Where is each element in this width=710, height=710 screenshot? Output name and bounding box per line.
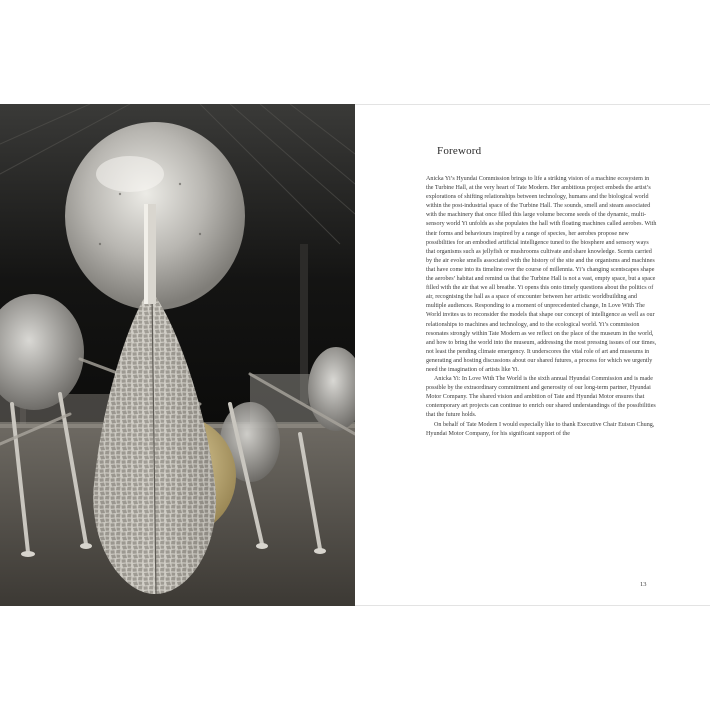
foreword-paragraph: On behalf of Tate Modern I would especially like to thank Executive Chair Euisun Chung, Hyundai Motor Company, for his significant support of the [426, 421, 655, 437]
aerobes-photograph [0, 104, 355, 606]
foreword-paragraph: Anicka Yi’s Hyundai Commission brings to life a striking vision of a machine ecosystem in the Turbine Hall, at the very heart of Tate Modern. Her ambitious project embeds the artist’s explorations of shifting relationships between technology, humans and the biological world within the post-industrial space of the Turbine Hall. The sounds, smell and steam associated with the machinery that once filled this large volume become seeds of the dynamic, multi-sensory world Yi unfolds as she populates the hall with floating machines called aerobes. With their forms and behaviours inspired by a range of species, her aerobes propose new possibilities for an embodied artificial intelligence tuned to the biosphere and sensory ways that organisms such as jellyfish or mushrooms cultivate and share knowledge. Scents carried by the air evoke smells associated with the history of the site and the organisms and machines that have come into its timeline over the course of millennia. Yi’s changing scentscapes shape the aerobes’ habitat and remind us that the Turbine Hall is not a vast, empty space, but a space filled with the air that we all breathe. Yi opens this onto timely questions about the politics of air, recognising the hall as a space of encounter between her artistic worldbuilding and multiple audiences. Responding to a moment of unprecedented change, In Love With The World invites us to reconsider the models that shape our concept of intelligence as well as our relationships to machines and technology, and to the ecological world. Yi’s commission resonates strongly within Tate Modern as we reflect on the place of the museum in the world, and how to bring the world into the museum, addressing the most pressing issues of our times, not least the pending climate emergency. It underscores the vital role of art and museums in generating and hosting discussions about our shared futures, a process for which we urgently need the imagination of artists like Yi. [426, 176, 657, 373]
page-number: 13 [640, 581, 647, 588]
book-spread [0, 104, 710, 606]
foreword-heading: Foreword [437, 145, 482, 157]
foreword-page [355, 104, 710, 606]
foreword-paragraph: Anicka Yi: In Love With The World is the sixth annual Hyundai Commission and is made possible by the extraordinary commitment and generosity of our long-term partner, Hyundai Motor Company. The shared vision and ambition of Tate and Hyundai Motor ensures that contemporary art projects can continue to enrich our shared understandings of the possibilities that the future holds. [426, 376, 656, 419]
foreword-body [426, 175, 658, 439]
installation-photo [0, 104, 355, 606]
